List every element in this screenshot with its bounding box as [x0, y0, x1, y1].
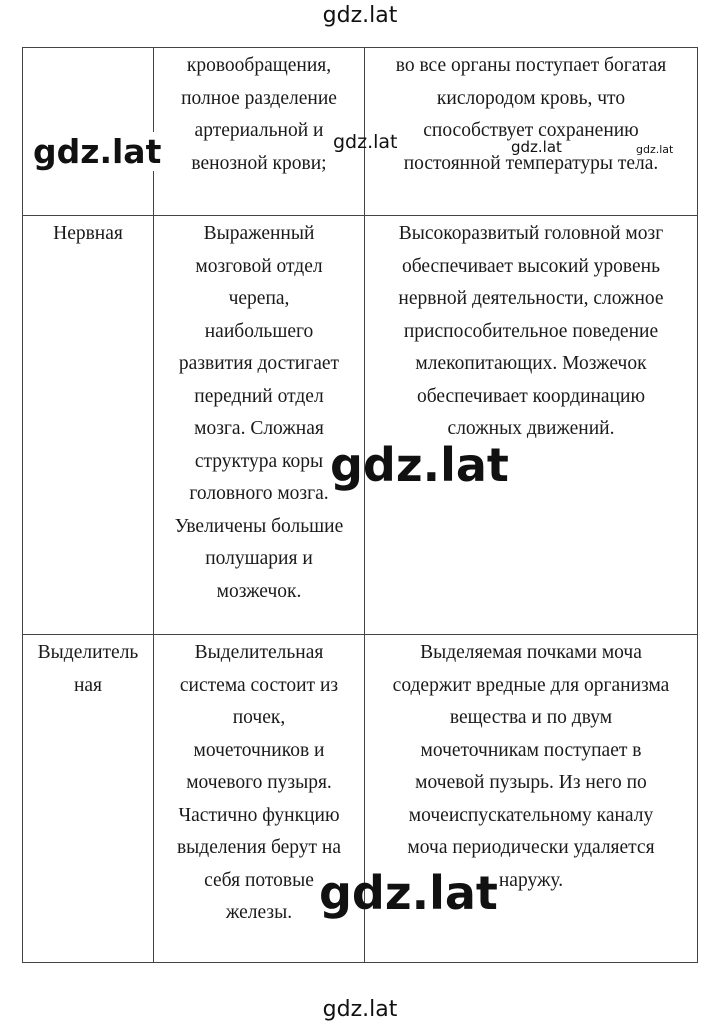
text-line: структура коры [194, 450, 324, 472]
text-line: мочеточников и [193, 739, 325, 761]
text-line: Увеличены большие [174, 515, 344, 537]
text-line: железы. [225, 902, 293, 923]
text-line: полушария и [205, 548, 313, 569]
text-line: артериальной и [194, 120, 324, 141]
text-line: Выделяемая почками моча [420, 642, 642, 663]
text-line: способствует сохранению [423, 120, 639, 141]
watermark-bottom: gdz.lat [322, 997, 398, 1022]
text-line: ная [73, 674, 103, 696]
text-line: мозга. Сложная [194, 418, 324, 439]
watermark-top: gdz.lat [322, 3, 398, 28]
text-line: мочевого пузыря. [186, 772, 332, 793]
text-line: во все органы поступает богатая [395, 55, 667, 76]
text-line: почек, [232, 707, 286, 728]
text-line: Высокоразвитый головной мозг [398, 223, 664, 244]
text-line: Нервная [53, 223, 123, 244]
text-line: млекопитающих. Мозжечок [415, 353, 647, 374]
text-line: мочевой пузырь. Из него по [415, 772, 647, 793]
text-line: мочеточникам поступает в [420, 739, 642, 761]
text-line: постоянной температуры тела. [403, 152, 659, 174]
text-line: кислородом кровь, что [436, 87, 626, 109]
system-cell [23, 635, 154, 963]
text-line: моча периодически удаляется [407, 837, 655, 858]
text-line: Частично функцию [178, 804, 340, 826]
significance-cell [365, 216, 698, 635]
text-line: нервной деятельности, сложное [398, 288, 664, 309]
text-line: обеспечивает высокий уровень [402, 255, 660, 277]
watermark-lower: gdz.lat [319, 866, 498, 920]
text-line: мозговой отдел [195, 255, 323, 277]
text-line: Выделитель [37, 642, 139, 663]
text-line: Выделительная [194, 642, 324, 663]
text-line: развития достигает [178, 353, 340, 374]
watermark-small: gdz.lat [511, 138, 562, 156]
text-line: наибольшего [204, 320, 314, 342]
text-line: обеспечивает координацию [416, 385, 646, 407]
system-cell [23, 216, 154, 635]
text-line: наружу. [498, 869, 564, 891]
text-line: содержит вредные для организма [392, 674, 670, 696]
text-line: приспособительное поведение [403, 320, 659, 342]
table-row [23, 216, 698, 635]
significance-cell [365, 48, 698, 216]
text-line: мозжечок. [216, 580, 302, 602]
text-line: мочеиспускательному каналу [408, 804, 654, 826]
text-line: венозной крови; [191, 152, 327, 174]
text-line: система состоит из [179, 674, 339, 696]
text-line: Выраженный [203, 223, 315, 244]
text-line: кровообращения, [186, 55, 332, 76]
watermark-small: gdz.lat [333, 131, 398, 153]
text-line: выделения берут на [176, 837, 342, 858]
watermark-middle: gdz.lat [330, 438, 509, 492]
document-table [22, 47, 698, 963]
text-line: головного мозга. [189, 483, 329, 504]
text-line: полное разделение [181, 87, 337, 109]
text-line: передний отдел [194, 385, 324, 407]
text-line: черепа, [228, 288, 290, 309]
features-cell [154, 216, 365, 635]
text-line: себя потовые [204, 869, 314, 891]
watermark-left: gdz.lat [33, 132, 162, 171]
text-line: сложных движений. [447, 418, 615, 439]
text-line: вещества и по двум [449, 707, 613, 728]
watermark-small: gdz.lat [636, 143, 674, 156]
